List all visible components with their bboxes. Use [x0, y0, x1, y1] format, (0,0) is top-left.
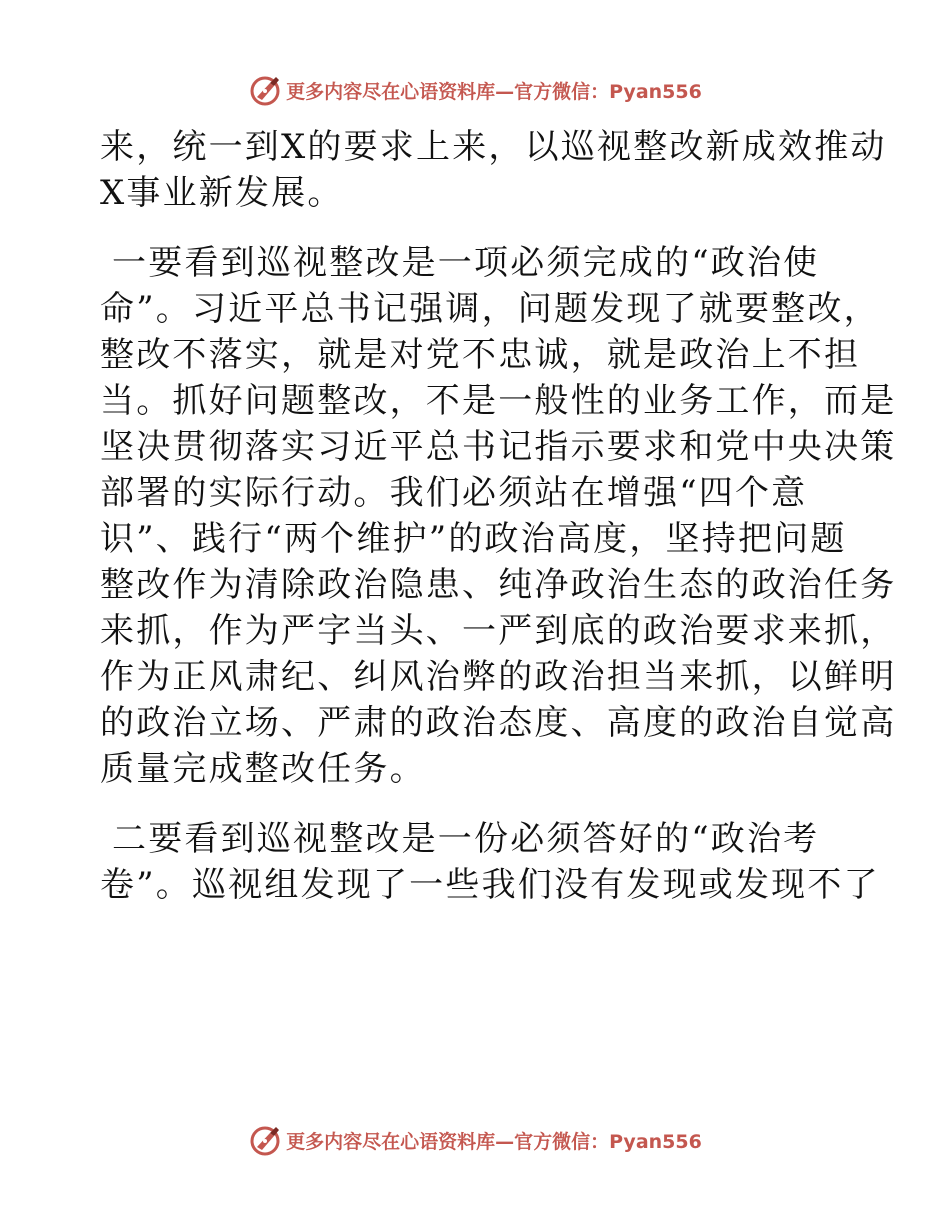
text-line: 一要看到巡视整改是一项必须完成的“政治使	[112, 243, 820, 283]
text-line: X事业新发展。	[100, 173, 344, 213]
text-line: 二要看到巡视整改是一份必须答好的“政治考	[112, 819, 820, 859]
text-line: 命”。习近平总书记强调，问题发现了就要整改，	[100, 289, 880, 329]
text-line: 整改不落实，就是对党不忠诚，就是政治上不担	[100, 335, 861, 375]
watermark-text: 更多内容尽在心语资料库—官方微信：Pyan556	[286, 1130, 702, 1153]
watermark-text: 更多内容尽在心语资料库—官方微信：Pyan556	[286, 80, 702, 103]
text-line: 来，统一到X的要求上来，以巡视整改新成效推动	[100, 127, 887, 167]
text-line: 质量完成整改任务。	[100, 749, 426, 789]
text-line: 坚决贯彻落实习近平总书记指示要求和党中央决策	[100, 427, 897, 467]
text-line: 作为正风肃纪、纠风治弊的政治担当来抓，以鲜明	[100, 657, 897, 697]
header-watermark-banner	[0, 70, 950, 110]
text-line: 识”、践行“两个维护”的政治高度，坚持把问题	[100, 519, 847, 559]
text-line: 部署的实际行动。我们必须站在增强“四个意	[100, 473, 808, 513]
paragraph	[100, 240, 897, 792]
footer-watermark-banner	[0, 1120, 950, 1160]
text-line: 的政治立场、严肃的政治态度、高度的政治自觉高	[100, 703, 897, 743]
paragraph	[100, 124, 887, 216]
pen-logo-icon	[248, 1123, 282, 1157]
text-line: 整改作为清除政治隐患、纯净政治生态的政治任务	[100, 565, 897, 605]
text-line: 来抓，作为严字当头、一严到底的政治要求来抓，	[100, 611, 897, 651]
text-line: 当。抓好问题整改，不是一般性的业务工作，而是	[100, 381, 897, 421]
pen-logo-icon	[248, 73, 282, 107]
text-line: 卷”。巡视组发现了一些我们没有发现或发现不了	[100, 865, 880, 905]
paragraph	[100, 816, 880, 908]
document-body	[100, 124, 897, 908]
